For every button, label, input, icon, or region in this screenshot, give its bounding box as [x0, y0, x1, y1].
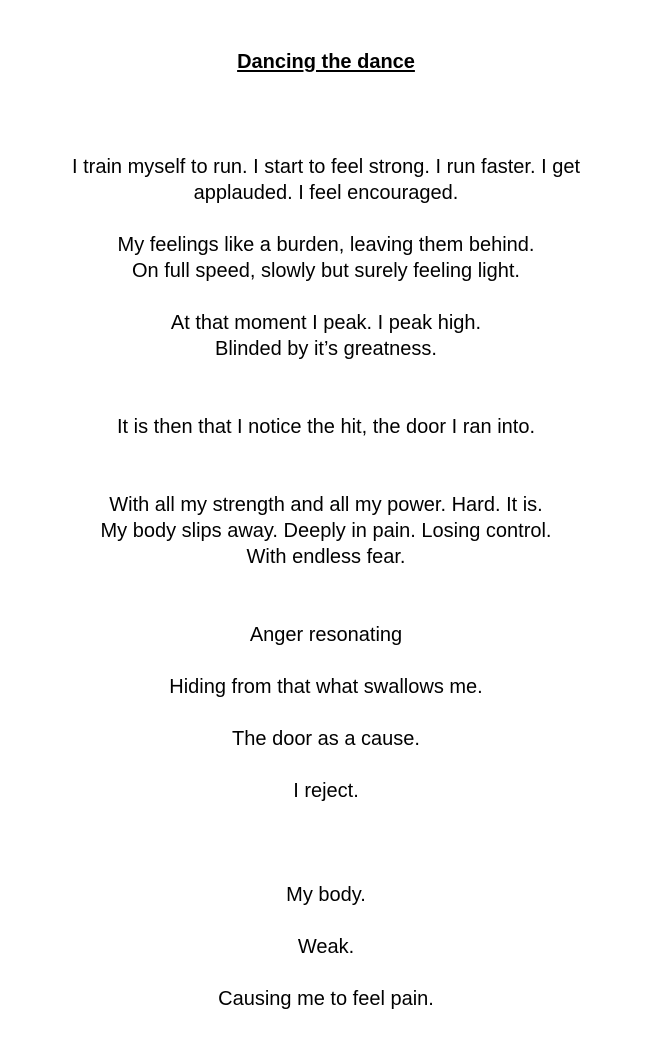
poem-title: Dancing the dance	[237, 51, 415, 73]
poem-line: Anger resonating	[249, 624, 403, 646]
poem-line: Blinded by it’s greatness.	[215, 338, 437, 360]
poem-line: On full speed, slowly but surely feeling light.	[132, 260, 520, 282]
poem-line: It is then that I notice the hit, the door I ran into.	[116, 416, 536, 438]
poem-line: I reject.	[293, 780, 359, 802]
poem-line: applauded. I feel encouraged.	[193, 182, 459, 204]
poem-line: The door as a cause.	[232, 728, 420, 750]
poem-line: Hiding from that what swallows me.	[169, 676, 483, 698]
poem-line: My body.	[286, 884, 366, 906]
poem-line: Weak.	[297, 936, 355, 958]
poem-line: With endless fear.	[246, 546, 406, 568]
poem-line: My body slips away. Deeply in pain. Losing control.	[100, 520, 552, 542]
poem-line: My feelings like a burden, leaving them behind.	[117, 234, 535, 256]
poem-line: With all my strength and all my power. Hard. It is.	[109, 494, 543, 516]
poem-line: Causing me to feel pain.	[218, 988, 434, 1010]
poem-line: At that moment I peak. I peak high.	[170, 312, 482, 334]
poem-line: I train myself to run. I start to feel strong. I run faster. I get	[72, 156, 580, 178]
